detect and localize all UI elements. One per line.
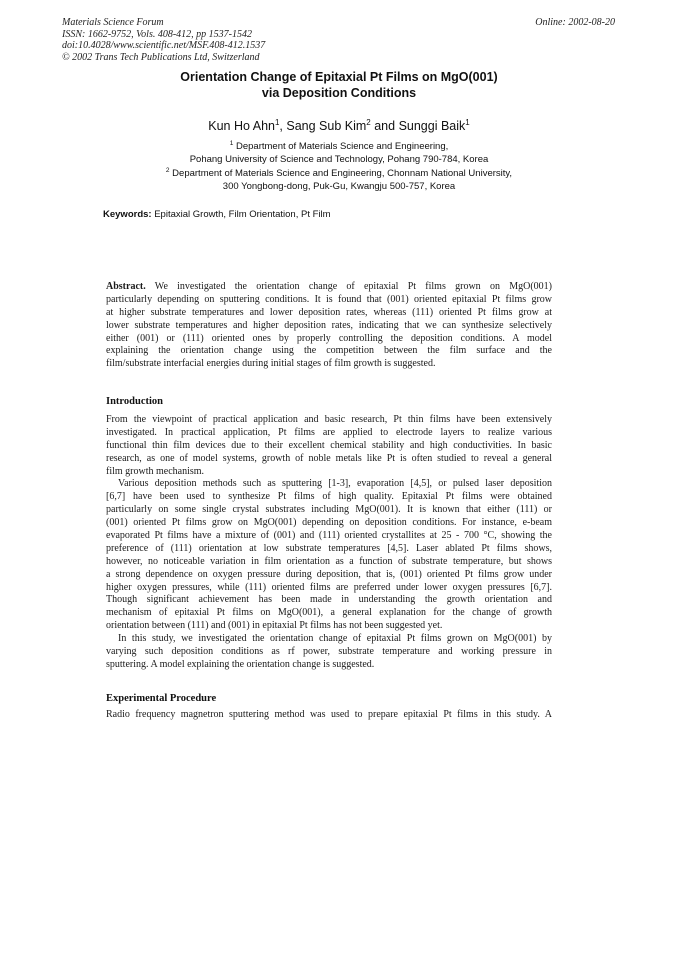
affiliation-1-line-1: Department of Materials Science and Engineering,	[233, 141, 449, 153]
doi-line[interactable]: doi:10.4028/www.scientific.net/MSF.408-412.1537	[62, 40, 266, 51]
intro-line: particularly on some single crystal substrates including MgO(001). It is known that either (111) or	[106, 504, 552, 516]
intro-line: [6,7] have been used to synthesize Pt films of high quality. Epitaxial Pt films were obtained	[106, 491, 552, 503]
keywords-label: Keywords:	[103, 209, 152, 220]
author-3-affiliation: 1	[465, 118, 470, 127]
author-2: Sang Sub Kim	[286, 119, 367, 134]
author-2-affiliation: 2	[366, 118, 371, 127]
online-date: Online: 2002-08-20	[535, 17, 615, 28]
abstract-line: explaining the orientation change using the competition between the film surface and the	[106, 345, 552, 357]
author-separator: and	[370, 119, 399, 134]
intro-line: In this study, we investigated the orientation change of epitaxial Pt films grown on MgO(001) by	[118, 633, 552, 645]
intro-line: preference of (111) orientation at low substrate temperatures [4,5]. Laser ablated Pt films shows,	[106, 542, 552, 554]
experimental-line: Radio frequency magnetron sputtering method was used to prepare epitaxial Pt films in this study. A	[106, 709, 552, 720]
abstract	[106, 281, 552, 371]
intro-line: orientation between (111) and (001) in epitaxial Pt films has not been suggested yet.	[106, 620, 443, 632]
intro-line: research, as one of model systems, growth of noble metals like Pt is often studied to reveal a general	[106, 452, 552, 464]
intro-line: From the viewpoint of practical application and basic research, Pt thin films have been extensively	[106, 414, 552, 425]
title-line-1: Orientation Change of Epitaxial Pt Films on MgO(001)	[180, 70, 498, 84]
author-1-affiliation: 1	[274, 118, 280, 127]
affiliation-1-marker: 1	[229, 140, 234, 147]
keywords-text: Epitaxial Growth, Film Orientation, Pt Film	[151, 209, 331, 220]
intro-line: higher oxygen pressures, while (111) oriented films are preferred under lower oxygen pressures [6,7].	[106, 581, 552, 593]
author-1: Kun Ho Ahn	[208, 119, 275, 134]
intro-line: evaporated Pt films have a mixture of (001) and (111) oriented crystallites at 25 - 700 °C, showing the	[106, 530, 552, 542]
abstract-line: particularly depending on sputtering conditions. It is found that (001) oriented epitaxial Pt films grow	[106, 293, 552, 305]
intro-line: (001) oriented Pt films grow on MgO(001) depending on deposition conditions. For instance, e-beam	[106, 517, 552, 529]
affiliation-1	[0, 138, 678, 166]
intro-line: functional thin film devices due to their excellent chemical stability and high conductivities. In basic	[106, 439, 552, 451]
intro-line: sputtering. A model explaining the orientation change is suggested.	[106, 658, 375, 670]
intro-line: a strong dependence on oxygen pressure during deposition, that is, (001) oriented Pt films grow under	[106, 568, 552, 580]
abstract-line: lower substrate temperatures and higher deposition rates, indicating that we can synthesize selectively	[106, 319, 552, 331]
abstract-line: at higher substrate temperatures and lower deposition rates, whereas (111) oriented Pt films grow at	[106, 306, 552, 318]
intro-line: Various deposition methods such as sputtering [1-3], evaporation [4,5], or pulsed laser deposition	[118, 478, 552, 490]
intro-line: film growth mechanism.	[106, 465, 205, 477]
section-heading-experimental: Experimental Procedure	[106, 693, 217, 704]
affiliation-1-line-2: Pohang University of Science and Technology, Pohang 790-784, Korea	[189, 153, 489, 165]
abstract-line: Abstract. We investigated the orientation change of epitaxial Pt films grown on MgO(001)	[106, 281, 552, 292]
intro-line: however, no noticeable variation in film orientation as a function of substrate temperature, but shows	[106, 555, 552, 567]
abstract-line: film/substrate interfacial energies during initial stages of film growth is suggested.	[106, 358, 436, 370]
abstract-label: Abstract.	[106, 281, 146, 292]
journal-name: Materials Science Forum	[62, 17, 164, 28]
paper-title	[0, 69, 678, 101]
title-line-2: via Deposition Conditions	[261, 86, 417, 100]
affiliation-2-line-2: 300 Yongbong-dong, Puk-Gu, Kwangju 500-757, Korea	[222, 180, 456, 192]
intro-line: varying such deposition conditions as rf power, substrate temperature and working pressure in	[106, 646, 552, 658]
affiliation-2-marker: 2	[165, 167, 170, 174]
issn-line: ISSN: 1662-9752, Vols. 408-412, pp 1537-1542	[62, 28, 252, 40]
author-3: Sunggi Baik	[398, 119, 466, 134]
section-heading-introduction: Introduction	[106, 396, 163, 407]
keywords	[103, 209, 331, 221]
intro-line: Though significant achievement has been made in understanding the growth orientation and	[106, 594, 552, 606]
affiliation-2	[0, 165, 678, 193]
author-list	[0, 115, 678, 134]
copyright-line: © 2002 Trans Tech Publications Ltd, Switzerland	[62, 51, 260, 63]
introduction-body	[106, 414, 552, 672]
intro-line: investigated. In practical application, Pt films are applied to electrode layers to realize various	[106, 426, 552, 438]
intro-line: mechanism of epitaxial Pt films on MgO(001), a general explanation for the change of growth	[106, 607, 552, 619]
experimental-body	[106, 709, 552, 722]
abstract-line: either (001) or (111) oriented ones by properly controlling the deposition conditions. A model	[106, 332, 552, 344]
author-separator: ,	[279, 119, 287, 134]
affiliation-2-line-1: Department of Materials Science and Engineering, Chonnam National University,	[169, 168, 513, 180]
journal-header	[62, 17, 265, 63]
